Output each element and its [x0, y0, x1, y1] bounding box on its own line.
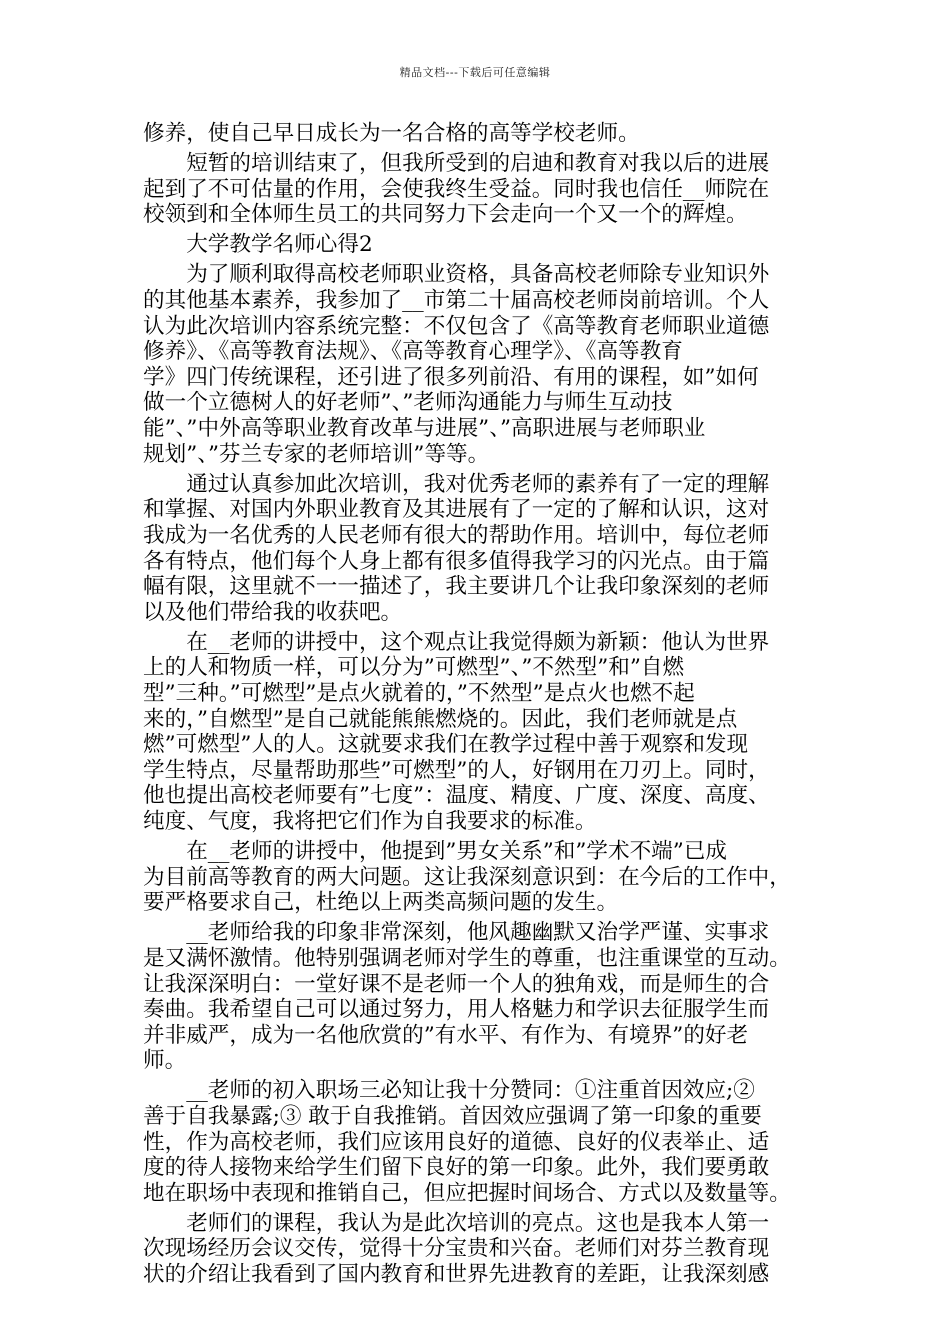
text-line: 在__老师的讲授中，这个观点让我觉得颇为新颖：他认为世界 [143, 629, 770, 655]
text-line: __老师给我的印象非常深刻，他风趣幽默又治学严谨、实事求 [143, 920, 770, 946]
page-header: 精品文档---下载后可任意编辑 [399, 66, 551, 79]
text-line: 老师们的课程，我认为是此次培训的亮点。这也是我本人第一 [143, 1210, 770, 1236]
text-line: 修养，使自己早日成长为一名合格的高等学校老师。 [143, 121, 640, 146]
text-line: 度的待人接物来给学生们留下良好的第一印象。此外，我们要勇敢 [143, 1155, 770, 1181]
text-line: 短暂的培训结束了，但我所受到的启迪和教育对我以后的进展 [143, 151, 770, 177]
text-line: 是又满怀激情。他特别强调老师对学生的尊重，也注重课堂的互动。 [143, 945, 791, 971]
text-line: 上的人和物质一样，可以分为”可燃型”、”不然型”和”自燃 [143, 655, 685, 681]
text-line: 规划”、”芬兰专家的老师培训”等等。 [143, 441, 490, 467]
text-line: 他也提出高校老师要有”七度”：温度、精度、广度、深度、高度、 [143, 783, 770, 809]
text-line: 在__老师的讲授中，他提到”男女关系”和”学术不端”已成 [143, 839, 728, 865]
text-line: 幅有限，这里就不一一描述了，我主要讲几个让我印象深刻的老师 [143, 574, 770, 600]
text-line: 的其他基本素养，我参加了__市第二十届高校老师岗前培训。个人 [143, 288, 770, 314]
text-line: 能”、”中外高等职业教育改革与进展”、”高职进展与老师职业 [143, 416, 706, 442]
text-line: 学生特点，尽量帮助那些”可燃型”的人，好钢用在刀刃上。同时， [143, 757, 770, 783]
text-line: 通过认真参加此次培训，我对优秀老师的素养有了一定的理解 [143, 471, 770, 497]
text-line: 来的，”自燃型”是自己就能熊熊燃烧的。因此，我们老师就是点 [143, 706, 738, 732]
section-heading: 大学教学名师心得2 [143, 232, 373, 258]
text-line: 型”三种。”可燃型”是点火就着的，”不然型”是点火也燃不起 [143, 680, 695, 706]
text-line: __老师的初入职场三必知让我十分赞同：①注重首因效应;② [143, 1078, 755, 1104]
text-line: 师。 [143, 1048, 187, 1074]
text-line: 次现场经历会议交传，觉得十分宝贵和兴奋。老师们对芬兰教育现 [143, 1236, 770, 1262]
text-line: 各有特点，他们每个人身上都有很多值得我学习的闪光点。由于篇 [143, 548, 770, 574]
text-line: 起到了不可估量的作用，会使我终生受益。同时我也信任__师院在 [143, 176, 770, 202]
text-line: 学》四门传统课程，还引进了很多列前沿、有用的课程，如”如何 [143, 364, 759, 390]
text-line: 以及他们带给我的收获吧。 [143, 599, 403, 625]
text-line: 要严格要求自己，杜绝以上两类高频问题的发生。 [143, 890, 619, 916]
text-line: 善于自我暴露;③ 敢于自我推销。首因效应强调了第一印象的重要 [143, 1103, 762, 1129]
text-line: 奏曲。我希望自己可以通过努力，用人格魅力和学识去征服学生而 [143, 997, 770, 1023]
text-line: 和掌握、对国内外职业教育及其进展有了一定的了解和认识，这对 [143, 497, 770, 523]
text-line: 修养》、《高等教育法规》、《高等教育心理学》、《高等教育 [143, 339, 683, 365]
text-line: 认为此次培训内容系统完整：不仅包含了《高等教育老师职业道德 [143, 313, 770, 339]
text-line: 地在职场中表现和推销自己，但应把握时间场合、方式以及数量等。 [143, 1180, 791, 1206]
text-line: 为目前高等教育的两大问题。这让我深刻意识到：在今后的工作中， [143, 864, 791, 890]
text-line: 让我深深明白：一堂好课不是老师一个人的独角戏，而是师生的合 [143, 971, 770, 997]
text-line: 做一个立德树人的好老师”、”老师沟通能力与师生互动技 [143, 390, 673, 416]
text-line: 我成为一名优秀的人民老师有很大的帮助作用。培训中，每位老师 [143, 522, 770, 548]
text-line: 纯度、气度，我将把它们作为自我要求的标准。 [143, 808, 597, 834]
text-line: 校领到和全体师生员工的共同努力下会走向一个又一个的辉煌。 [143, 202, 748, 228]
text-line: 燃”可燃型”人的人。这就要求我们在教学过程中善于观察和发现 [143, 732, 749, 758]
document-body [143, 121, 819, 1288]
text-line: 性，作为高校老师，我们应该用良好的道德、良好的仪表举止、适 [143, 1129, 770, 1155]
text-line: 为了顺利取得高校老师职业资格，具备高校老师除专业知识外 [143, 262, 770, 288]
text-line: 状的介绍让我看到了国内教育和世界先进教育的差距，让我深刻感 [143, 1262, 770, 1288]
text-line: 并非威严，成为一名他欣赏的”有水平、有作为、有境界”的好老 [143, 1022, 749, 1048]
